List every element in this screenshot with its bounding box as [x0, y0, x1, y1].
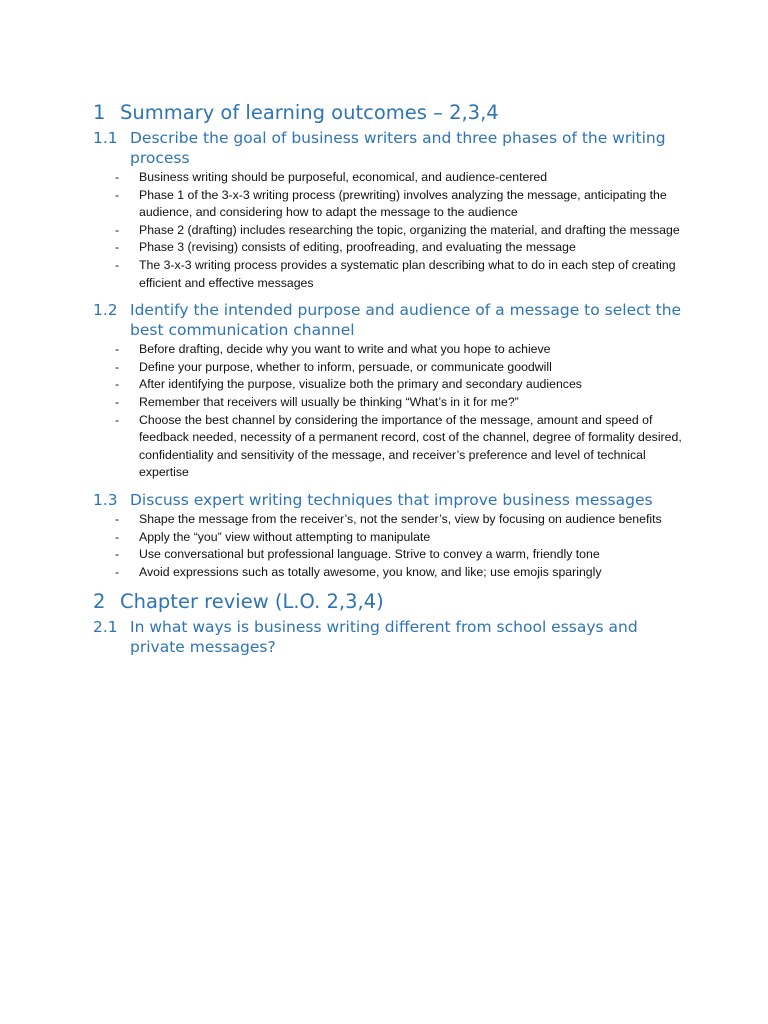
section-1-heading [93, 100, 683, 126]
list-item [93, 257, 683, 292]
bullet-marker: - [115, 240, 120, 255]
bullet-list-1-3 [93, 511, 683, 581]
list-item-text: Define your purpose, whether to inform, persuade, or communicate goodwill [139, 359, 552, 374]
subsection-title: In what ways is business writing different from school essays and private messages? [130, 618, 638, 657]
subsection-1-1-heading [93, 128, 683, 168]
bullet-marker: - [115, 170, 120, 184]
list-item-text: Remember that receivers will usually be thinking “What’s in it for me?” [139, 394, 519, 409]
bullet-marker: - [115, 564, 120, 579]
list-item [93, 169, 683, 187]
list-item [93, 412, 683, 482]
list-item [93, 564, 683, 582]
list-item-text: The 3-x-3 writing process provides a systematic plan describing what to do in each step of creating efficient and effective messages [139, 257, 676, 290]
list-item [93, 222, 683, 240]
list-item-text: Before drafting, decide why you want to write and what you hope to achieve [139, 342, 551, 357]
bullet-marker: - [115, 529, 120, 544]
subsection-title: Identify the intended purpose and audience of a message to select the best communication channel [130, 301, 682, 340]
subsection-title: Discuss expert writing techniques that improve business messages [130, 490, 653, 509]
list-item [93, 359, 683, 377]
document-page [93, 100, 683, 658]
bullet-marker: - [115, 547, 120, 562]
bullet-marker: - [115, 394, 120, 409]
bullet-marker: - [115, 257, 120, 272]
list-item-text: Use conversational but professional language. Strive to convey a warm, friendly tone [139, 547, 600, 562]
subsection-2-1-heading [93, 617, 683, 657]
list-item-text: Business writing should be purposeful, economical, and audience-centered [139, 170, 548, 184]
list-item [93, 239, 683, 257]
list-item [93, 376, 683, 394]
list-item [93, 187, 683, 222]
list-item-text: After identifying the purpose, visualize both the primary and secondary audiences [139, 377, 582, 392]
subsection-number: 1.3 [93, 490, 118, 509]
subsection-number: 1.2 [93, 301, 118, 320]
list-item-text: Apply the “you” view without attempting to manipulate [139, 529, 431, 544]
list-item-text: Shape the message from the receiver’s, not the sender’s, view by focusing on audience benefits [139, 511, 662, 526]
bullet-list-1-1 [93, 169, 683, 292]
list-item-text: Choose the best channel by considering the importance of the message, amount and speed of feedback needed, necessity of a permanent record, cost of the channel, degree of formality desired, confidentiality and sensitivity of the message, and receiver’s preference and level of technical expertise [139, 412, 682, 480]
list-item-text: Phase 3 (revising) consists of editing, proofreading, and evaluating the message [139, 240, 576, 255]
bullet-marker: - [115, 342, 120, 357]
list-item [93, 546, 683, 564]
list-item [93, 394, 683, 412]
section-2-heading [93, 589, 683, 615]
bullet-marker: - [115, 412, 120, 427]
list-item [93, 529, 683, 547]
list-item-text: Phase 2 (drafting) includes researching the topic, organizing the material, and drafting the message [139, 222, 680, 237]
bullet-marker: - [115, 511, 120, 526]
bullet-marker: - [115, 187, 120, 202]
bullet-marker: - [115, 222, 120, 237]
list-item-text: Phase 1 of the 3-x-3 writing process (prewriting) involves analyzing the message, anticipating the audience, and considering how to adapt the message to the audience [139, 187, 667, 220]
subsection-1-2-heading [93, 300, 683, 340]
section-title: Summary of learning outcomes – 2,3,4 [120, 101, 499, 124]
subsection-title: Describe the goal of business writers and three phases of the writing process [130, 129, 666, 167]
list-item-text: Avoid expressions such as totally awesome, you know, and like; use emojis sparingly [139, 564, 602, 579]
subsection-number: 2.1 [93, 618, 118, 637]
section-number: 1 [93, 101, 106, 124]
section-number: 2 [93, 590, 106, 614]
bullet-marker: - [115, 377, 120, 392]
bullet-marker: - [115, 359, 120, 374]
list-item [93, 341, 683, 359]
subsection-number: 1.1 [93, 129, 118, 147]
bullet-list-1-2 [93, 341, 683, 482]
section-title: Chapter review (L.O. 2,3,4) [120, 590, 384, 614]
list-item [93, 511, 683, 529]
subsection-1-3-heading [93, 490, 683, 510]
